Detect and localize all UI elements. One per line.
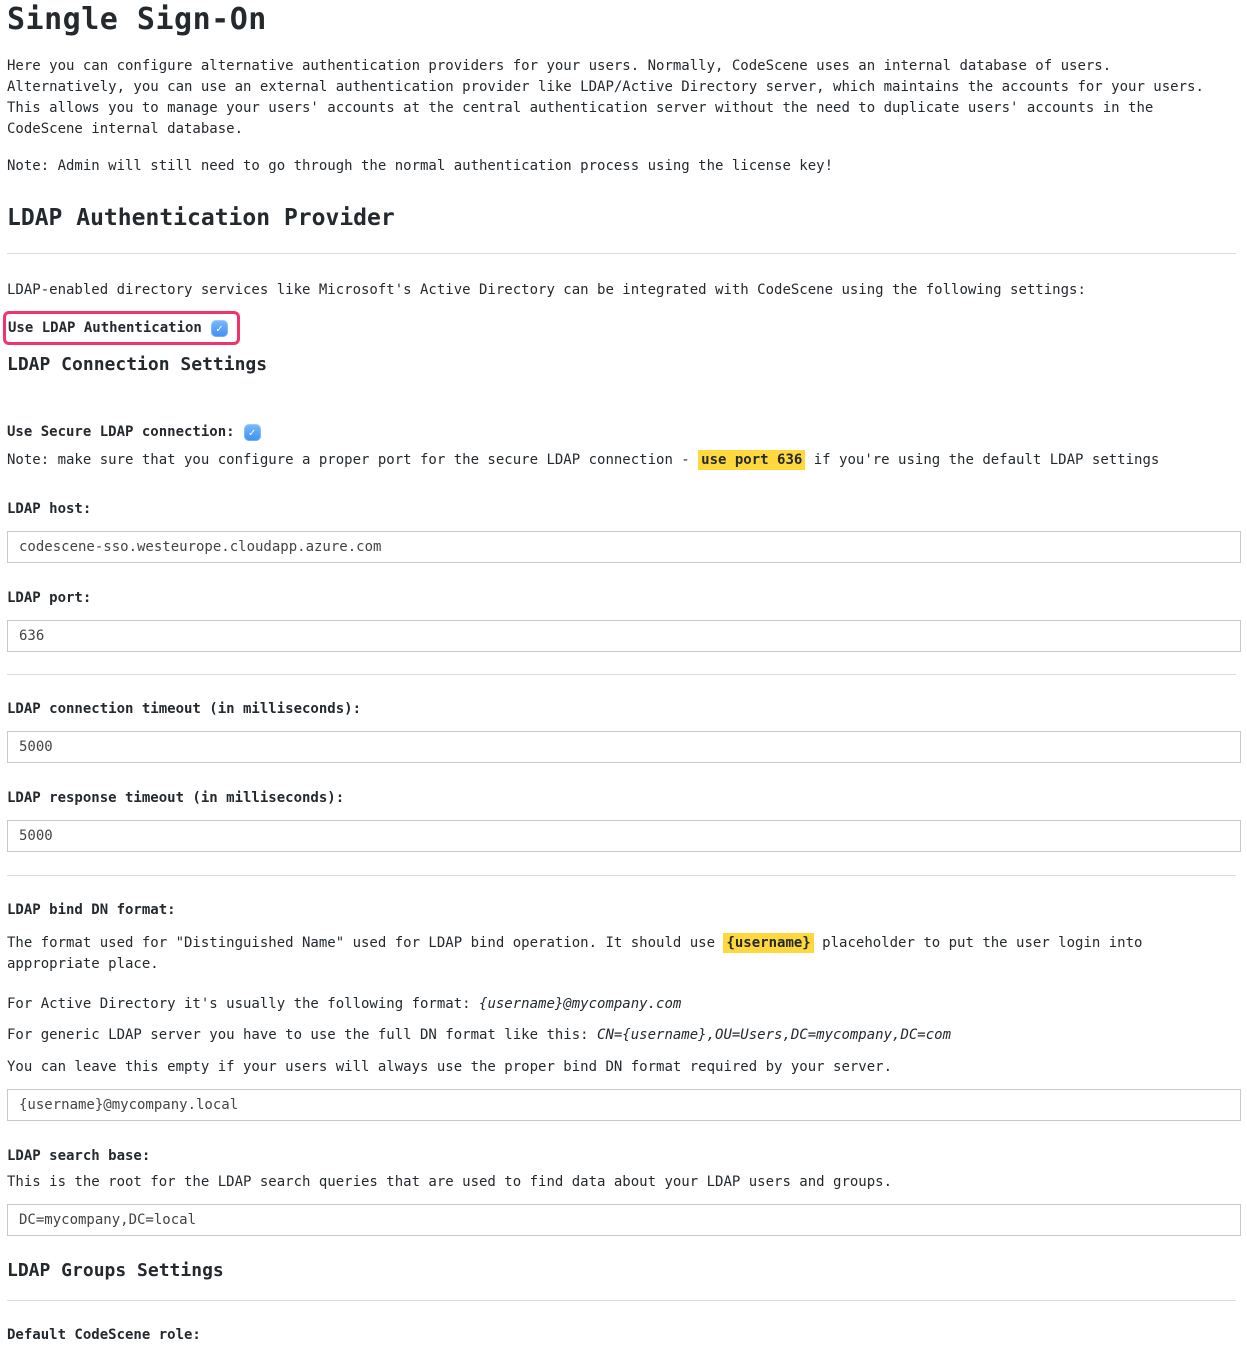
bind-dn-input[interactable]: [7, 1089, 1241, 1121]
bind-dn-desc-tail: placeholder to put the user login into appropriate place.: [7, 935, 1143, 972]
divider: [7, 1300, 1236, 1301]
bind-dn-description: [7, 933, 1236, 975]
secure-port-note: [7, 450, 1236, 471]
bind-dn-desc-text: The format used for "Distinguished Name" used for LDAP bind operation. It should use: [7, 935, 724, 951]
use-ldap-annotation-box: [3, 311, 240, 345]
ad-format-line: [7, 994, 1236, 1015]
search-base-input[interactable]: [7, 1204, 1241, 1236]
default-role-label: Default CodeScene role:: [7, 1327, 201, 1343]
groups-settings-heading: LDAP Groups Settings: [7, 1260, 224, 1281]
search-base-description: This is the root for the LDAP search queries that are used to find data about your LDAP users and groups.: [7, 1174, 893, 1190]
secure-port-note-tail: if you're using the default LDAP settings: [805, 452, 1160, 468]
connection-timeout-label: LDAP connection timeout (in milliseconds):: [7, 701, 362, 717]
connection-settings-heading: LDAP Connection Settings: [7, 354, 268, 375]
generic-format-line: [7, 1025, 1236, 1046]
secure-ldap-label: Use Secure LDAP connection:: [7, 424, 235, 440]
check-icon: ✓: [216, 321, 223, 335]
generic-format-prefix: For generic LDAP server you have to use the full DN format like this:: [7, 1027, 598, 1043]
search-base-label: LDAP search base:: [7, 1148, 151, 1164]
ldap-port-label: LDAP port:: [7, 590, 92, 606]
intro-paragraph: Here you can configure alternative authentication providers for your users. Normally, CodeScene uses an internal database of users. Alternatively, you can use an external authentication provider like LDAP/Active Directory server, which maintains the accounts for your users. This allows you to manage your users' accounts at the central authentication server without the need to duplicate users' accounts in the CodeScene internal database.: [7, 58, 1204, 137]
response-timeout-label: LDAP response timeout (in milliseconds):: [7, 790, 345, 806]
secure-ldap-checkbox[interactable]: [244, 424, 261, 441]
ad-format-example: {username}@mycompany.com: [479, 996, 682, 1012]
bind-dn-empty-note: You can leave this empty if your users will always use the proper bind DN format required by your server.: [7, 1059, 893, 1075]
secure-port-note-text: Note: make sure that you configure a proper port for the secure LDAP connection -: [7, 452, 699, 468]
divider: [7, 253, 1236, 254]
bind-dn-label: LDAP bind DN format:: [7, 902, 176, 918]
divider: [7, 674, 1236, 675]
ad-format-prefix: For Active Directory it's usually the following format:: [7, 996, 480, 1012]
page-title: Single Sign-On: [7, 2, 267, 37]
port-636-highlight: use port 636: [698, 450, 805, 470]
response-timeout-input[interactable]: [7, 820, 1241, 852]
secure-ldap-row: [7, 422, 1236, 443]
divider: [7, 875, 1236, 876]
check-icon: ✓: [248, 426, 256, 439]
ldap-provider-description: LDAP-enabled directory services like Microsoft's Active Directory can be integrated with CodeScene using the following settings:: [7, 282, 1086, 298]
ldap-port-input[interactable]: [7, 620, 1241, 652]
username-placeholder-highlight: {username}: [723, 933, 813, 953]
connection-timeout-input[interactable]: [7, 731, 1241, 763]
use-ldap-checkbox[interactable]: [211, 320, 228, 337]
use-ldap-label: Use LDAP Authentication: [8, 320, 202, 336]
generic-format-example: CN={username},OU=Users,DC=mycompany,DC=com: [597, 1027, 952, 1043]
admin-note: Note: Admin will still need to go through the normal authentication process using the license key!: [7, 158, 834, 174]
ldap-host-input[interactable]: [7, 531, 1241, 563]
ldap-provider-heading: LDAP Authentication Provider: [7, 205, 395, 231]
ldap-host-label: LDAP host:: [7, 501, 92, 517]
